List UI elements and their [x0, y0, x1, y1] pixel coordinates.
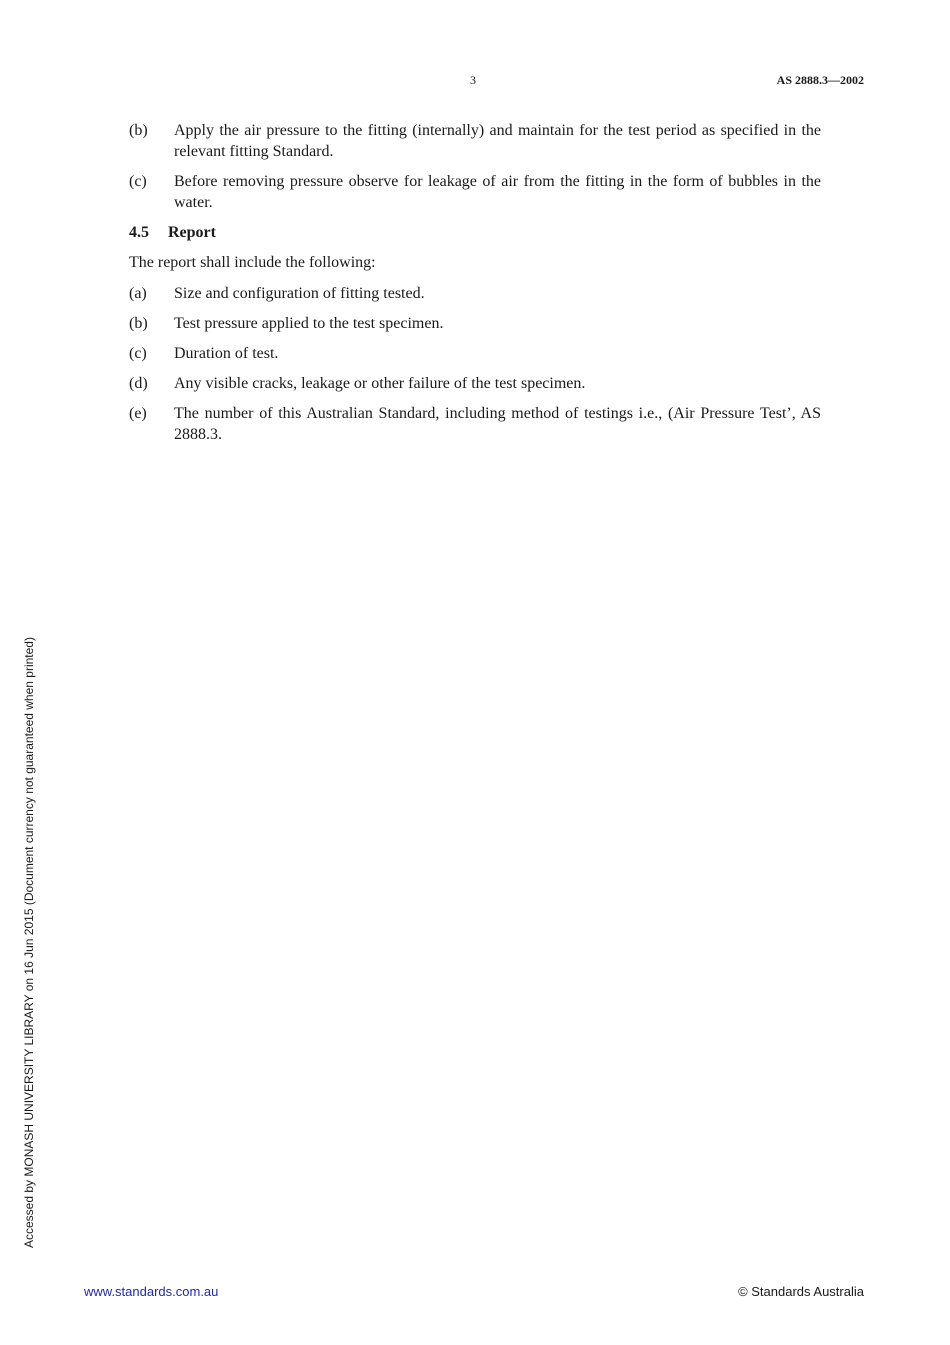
item-label: (b)	[129, 122, 148, 139]
list-item	[129, 120, 821, 162]
page-number: 3	[470, 73, 476, 87]
list-item	[129, 171, 821, 213]
item-text: Before removing pressure observe for leakage of air from the fitting in the form of bubbles in the water.	[174, 173, 821, 211]
item-label: (d)	[129, 375, 148, 392]
item-text: The number of this Australian Standard, including method of testings i.e., (Air Pressure Test’, AS 2888.3.	[174, 405, 821, 443]
document-body	[129, 120, 821, 454]
access-notice: Accessed by MONASH UNIVERSITY LIBRARY on 16 Jun 2015 (Document currency not guaranteed when printed)	[22, 637, 36, 1248]
item-text: Any visible cracks, leakage or other failure of the test specimen.	[174, 375, 586, 392]
copyright-notice: © Standards Australia	[738, 1284, 864, 1299]
item-label: (e)	[129, 405, 147, 422]
standard-code: AS 2888.3—2002	[776, 73, 864, 87]
item-label: (a)	[129, 285, 147, 302]
section-title: Report	[168, 224, 216, 241]
item-label: (c)	[129, 345, 147, 362]
section-intro: The report shall include the following:	[129, 254, 376, 271]
item-text: Test pressure applied to the test specimen.	[174, 315, 444, 332]
list-item	[129, 373, 821, 394]
list-item	[129, 403, 821, 445]
item-text: Apply the air pressure to the fitting (internally) and maintain for the test period as specified in the relevant fitting Standard.	[174, 122, 821, 160]
item-label: (b)	[129, 315, 148, 332]
item-label: (c)	[129, 173, 147, 190]
website-link[interactable]: www.standards.com.au	[84, 1284, 219, 1299]
list-item	[129, 343, 821, 364]
item-text: Duration of test.	[174, 345, 279, 362]
item-text: Size and configuration of fitting tested.	[174, 285, 425, 302]
section-heading	[129, 222, 821, 243]
section-number: 4.5	[129, 224, 149, 241]
list-item	[129, 313, 821, 334]
list-item	[129, 283, 821, 304]
